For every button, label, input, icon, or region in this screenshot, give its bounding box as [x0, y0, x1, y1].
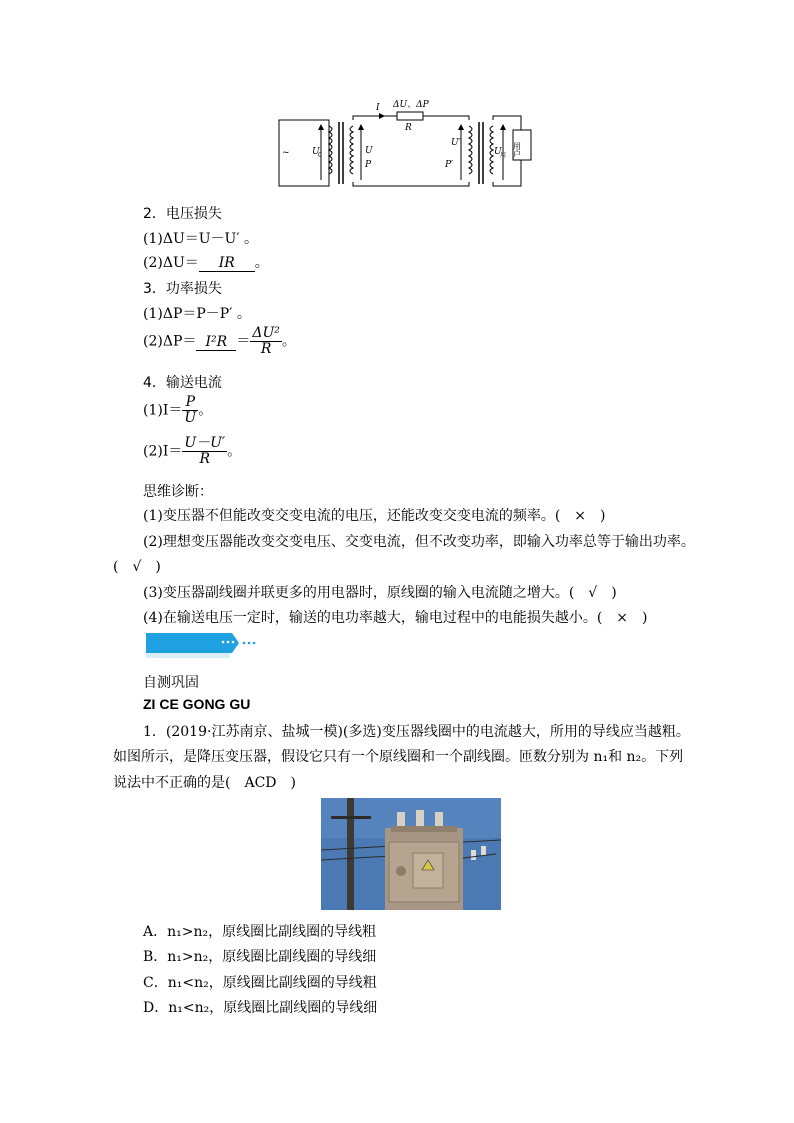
- question-line1: 1．(2019·江苏南京、盐城一模)(多选)变压器线圈中的电流越大，所用的导线应当越粗。: [143, 724, 690, 740]
- secondary-coil-2: [490, 126, 493, 174]
- user-box-label: 用户: [512, 142, 522, 158]
- section4-item1: [143, 395, 212, 426]
- section4-item2: [143, 436, 241, 467]
- fraction-denominator: R: [199, 451, 211, 467]
- section2-item1: (1)ΔU＝U－U′ 。: [143, 231, 258, 247]
- section4-title: 4．输送电流: [143, 375, 222, 391]
- section3-item2-blank: I²R: [196, 334, 236, 351]
- fraction-numerator: ΔU²: [252, 325, 280, 341]
- current-label: I: [376, 103, 380, 113]
- fraction-denominator: R: [260, 341, 272, 357]
- self-test-pinyin: ZI CE GONG GU: [143, 696, 251, 712]
- power-transmission-circuit-diagram: [277, 98, 545, 188]
- fraction-numerator: U－U′: [184, 435, 226, 451]
- section3-item2-suffix: 。: [281, 333, 296, 350]
- u-prime-label: U′: [451, 138, 461, 148]
- p-prime-label: P′: [445, 160, 454, 170]
- section3-item2-eq: ＝: [236, 333, 251, 350]
- diagnosis-q4: (4)在输送电压一定时，输送的电功率越大，输电过程中的电能损失越小。( × ): [143, 610, 648, 626]
- section2-item2: [143, 252, 269, 272]
- section4-item2-suffix: 。: [227, 443, 242, 460]
- u-user-label: U: [494, 147, 502, 157]
- diagnosis-q3: (3)变压器副线圈并联更多的用电器时，原线圈的输入电流随之增大。( √ ): [143, 585, 617, 601]
- question-line3: 说法中不正确的是( ACD ): [113, 775, 296, 791]
- diagnosis-q1: (1)变压器不但能改变交变电流的电压，还能改变交变电流的频率。( × ): [143, 508, 606, 524]
- section-banner: [144, 633, 259, 659]
- fraction-numerator: P: [182, 395, 198, 411]
- section3-item2-prefix: (2)ΔP＝: [143, 333, 197, 350]
- option-a: A．n₁>n₂，原线圈比副线圈的导线粗: [143, 924, 377, 940]
- u0-sub: 0: [318, 152, 322, 159]
- section2-item2-suffix: 。: [254, 255, 269, 271]
- section3-title: 3．功率损失: [143, 281, 222, 297]
- resistor: [397, 112, 423, 120]
- section3-item2: [143, 326, 296, 357]
- section4-item1-suffix: 。: [198, 402, 213, 419]
- u-label: U: [365, 146, 373, 156]
- source-mark: ~: [282, 148, 290, 158]
- option-b: B．n₁>n₂，原线圈比副线圈的导线细: [143, 949, 377, 965]
- diagnosis-q2-line2: ( √ ): [113, 559, 161, 575]
- diagnosis-q2-line1: (2)理想变压器能改变交变电压、交变电流，但不改变功率，即输入功率总等于输出功率。: [143, 534, 695, 550]
- resistor-label: R: [405, 123, 412, 133]
- u-user-sub: 用: [500, 152, 507, 159]
- line-bottom: [353, 182, 469, 186]
- line-top: [353, 116, 397, 120]
- section2-title: 2．电压损失: [143, 206, 222, 222]
- option-c: C．n₁<n₂，原线圈比副线圈的导线粗: [143, 975, 377, 991]
- u0-label: U: [312, 147, 320, 157]
- section2-item2-blank: IR: [199, 255, 255, 272]
- section4-item2-fraction: [182, 436, 227, 467]
- section4-item1-prefix: (1)I＝: [143, 402, 183, 419]
- loss-label: ΔU、ΔP: [393, 100, 429, 110]
- self-test-title: 自测巩固: [143, 675, 199, 691]
- option-d: D．n₁<n₂，原线圈比副线圈的导线细: [143, 1000, 378, 1016]
- user-loop: [493, 116, 521, 130]
- section4-item1-fraction: [182, 395, 198, 426]
- section3-item2-fraction: [250, 326, 282, 357]
- primary-coil-2: [469, 126, 472, 174]
- fraction-denominator: U: [184, 410, 197, 426]
- diagnosis-title: 思维诊断：: [143, 484, 213, 500]
- section2-item2-prefix: (2)ΔU＝: [143, 255, 199, 271]
- section4-item2-prefix: (2)I＝: [143, 443, 183, 460]
- section3-item1: (1)ΔP＝P－P′ 。: [143, 306, 251, 322]
- transformer-photo: [321, 798, 501, 910]
- secondary-coil-1: [350, 126, 353, 174]
- p-label: P: [365, 160, 372, 170]
- question-line2: 如图所示，是降压变压器，假设它只有一个原线圈和一个副线圈。匝数分别为 n₁和 n₂。下列: [113, 749, 684, 765]
